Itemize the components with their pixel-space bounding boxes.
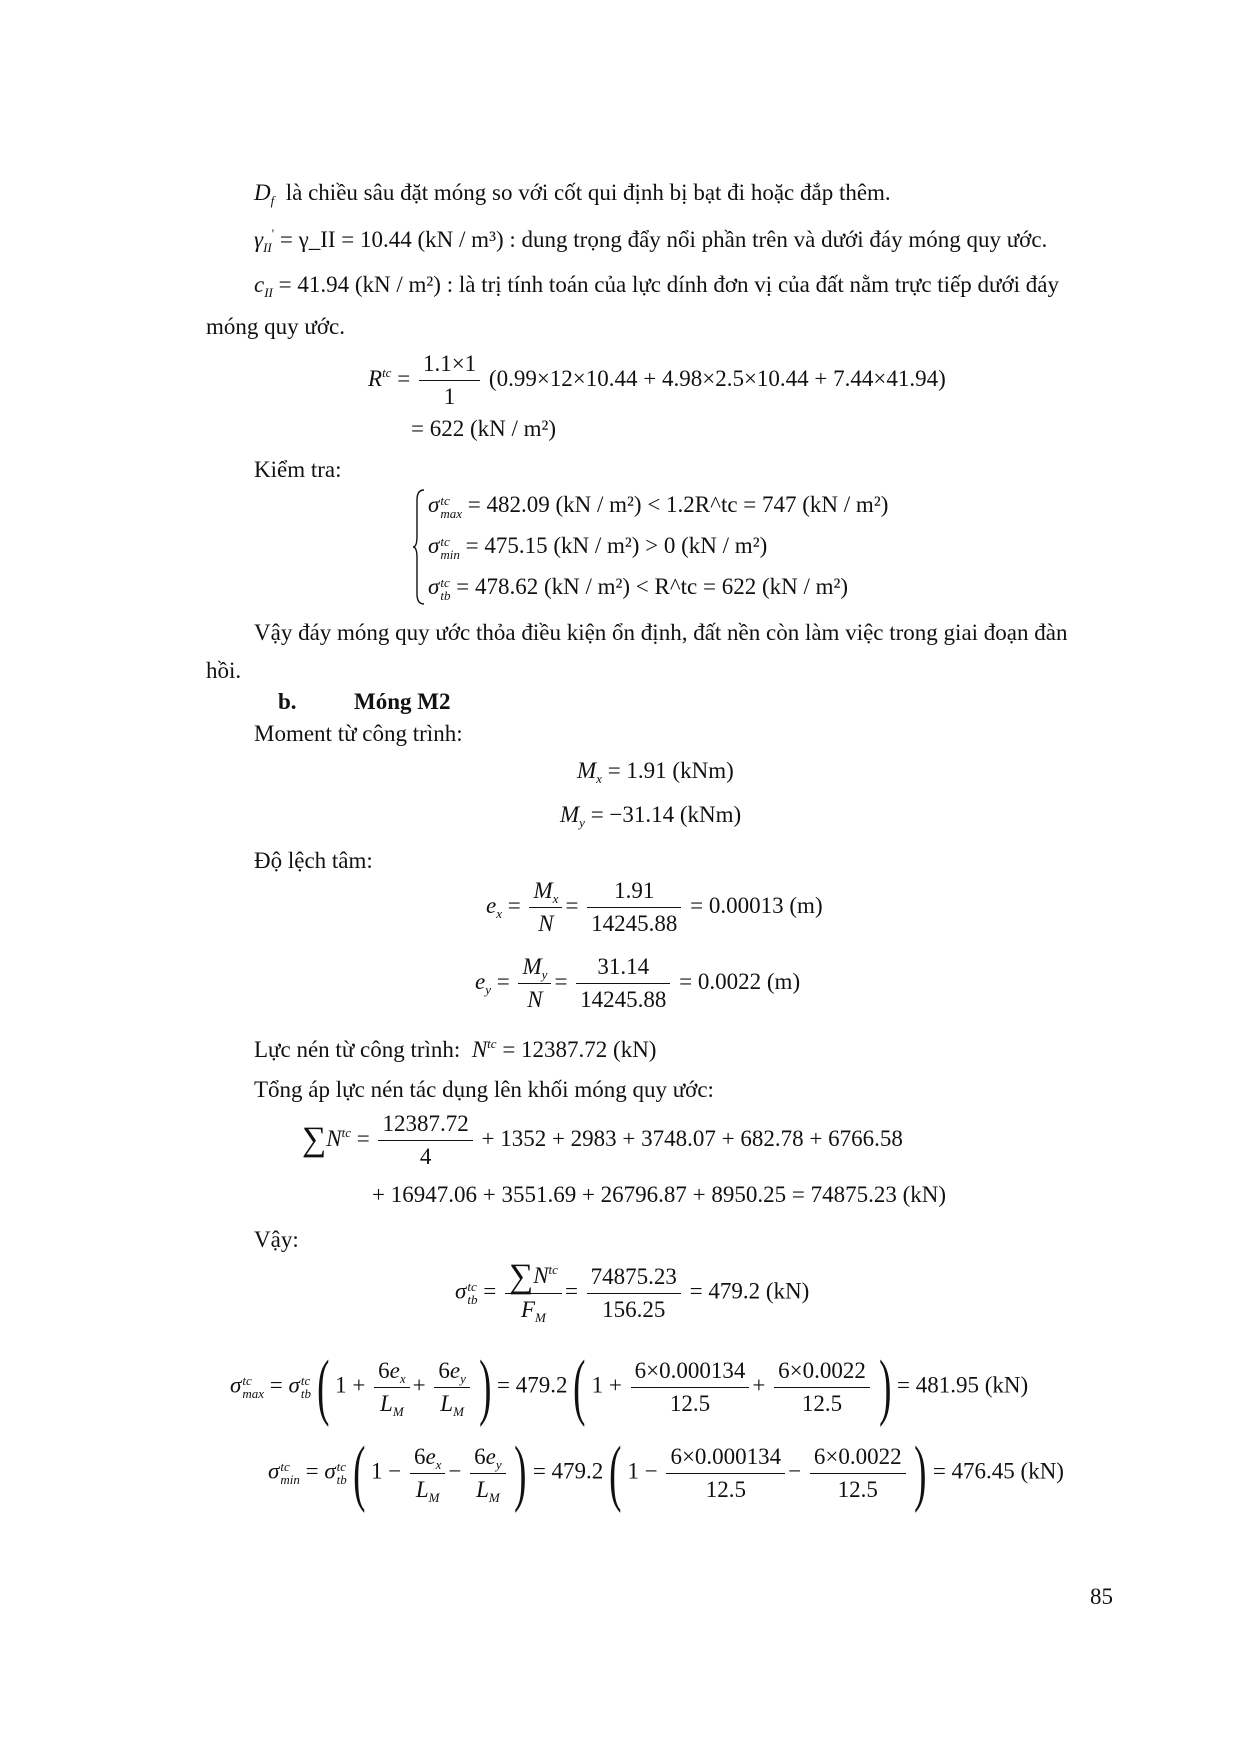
c-paragraph: $c_{II} = 41.94$ (kN / m²) : là trị tính toán của lực dính đơn vị của đất nằm trực tiếp dưới đáy — [254, 272, 1060, 300]
sigma-min-formula: σ tc min = σ tc tb ( 1 − $\frac{6e_x}{L_M}$ − $\frac{6e_y}{L_M}$ ) = 479.2 ( 1 − $\frac{6\times 0.000134}{12.5}$ − $\frac{6\times 0.0022}{12.5}$ ) = 476.45 (kN) — [268, 1432, 1064, 1514]
total-sum-cont: + 16947.06 + 3551.69 + 26796.87 + 8950.25 = 74875.23 (kN) — [372, 1182, 947, 1207]
rtc-expression: (0.99×12×10.44 + 4.98×2.5×10.44 + 7.44×41.94) — [488, 365, 946, 391]
conclusion-text-cont: hồi. — [206, 658, 242, 683]
sigma-max-formula: σ tc max = σ tc tb ( 1 + $\frac{6e_x}{L_M}$ + $\frac{6e_y}{L_M}$ ) = 479.2 ( 1 + $\frac{6\times 0.000134}{12.5}$ + $\frac{6\times 0.0022}{12.5}$ ) = 481.95 (kN) — [230, 1346, 1029, 1428]
section-number: b. — [278, 689, 297, 714]
moment-label: Moment từ công trình: — [254, 721, 463, 746]
gamma-paragraph: $\gamma_{II}'$ = γ_II = 10.44 (kN / m³) : dung trọng đẩy nổi phần trên và dưới đáy móng quy ước. — [254, 226, 1048, 255]
section-title: Móng M2 — [354, 689, 451, 714]
ecc-ey: $e_y$ = $\frac{M_y}{N}$ = $\frac{31.14}{14245.88}$ = 0.0022 (m) — [475, 954, 801, 1012]
vay-label: Vậy: — [254, 1227, 299, 1252]
sigma-tb-formula: σ tc tb = $\frac{\sum N^{tc}}{F_M}$ = $\frac{74875.23}{156.25}$ = 479.2 (kN) — [455, 1258, 810, 1325]
df-paragraph: $D_f$ là chiều sâu đặt móng so với cốt qui định bị bạt đi hoặc đắp thêm. — [254, 180, 891, 208]
ecc-ex: $e_x$ = $\frac{M_x}{N}$ = $\frac{1.91}{14245.88}$ = 0.00013 (m) — [486, 878, 823, 936]
moment-mx: $M_x = 1.91$ (kNm) — [577, 758, 734, 786]
check-label: Kiểm tra: — [254, 457, 342, 482]
df-text: là chiều sâu đặt móng so với cốt qui định bị bạt đi hoặc đắp thêm. — [285, 180, 891, 205]
df-symbol: D — [254, 180, 271, 205]
total-label: Tổng áp lực nén tác dụng lên khối móng quy ước: — [254, 1077, 714, 1102]
c-text: : là trị tính toán của lực dính đơn vị của đất nằm trực tiếp dưới đáy — [446, 272, 1060, 297]
gamma-text: : dung trọng đẩy nổi phần trên và dưới đáy móng quy ước. — [509, 227, 1048, 252]
rtc-result: = 622 (kN / m²) — [411, 416, 557, 441]
load-line: Lực nén từ công trình: $N^{tc} = 12387.72$ (kN) — [254, 1036, 657, 1062]
conclusion-text: Vậy đáy móng quy ước thỏa điều kiện ổn định, đất nền còn làm việc trong giai đoạn đàn — [254, 620, 1068, 645]
page-number: 85 — [1090, 1584, 1113, 1609]
brace-icon — [412, 488, 426, 606]
gamma-equation: = γ_II = 10.44 (kN / m³) — [279, 227, 504, 252]
check-line-tb: σ tc tb = 478.62 (kN / m²) < R^tc = 622 (kN / m²) — [428, 574, 849, 603]
rtc-fraction: $\frac{1.1\times 1}{1}$ — [419, 350, 480, 411]
rtc-formula: $R^{tc}$ = $\frac{1.1\times 1}{1}$ (0.99×12×10.44 + 4.98×2.5×10.44 + 7.44×41.94) — [368, 351, 946, 409]
moment-my: $M_y = -31.14$ (kNm) — [560, 802, 742, 830]
c-equation: = 41.94 (kN / m²) — [278, 272, 441, 297]
eccentricity-label: Độ lệch tâm: — [254, 848, 373, 873]
c-text-cont: móng quy ước. — [206, 314, 345, 339]
total-sum: $\sum N^{tc}$ = $\frac{12387.72}{4}$ + 1352 + 2983 + 3748.07 + 682.78 + 6766.58 — [302, 1111, 903, 1169]
check-line-min: σ tc min = 475.15 (kN / m²) > 0 (kN / m²) — [428, 533, 768, 562]
check-line-max: σ tc max = 482.09 (kN / m²) < 1.2R^tc = 747 (kN / m²) — [428, 492, 889, 521]
